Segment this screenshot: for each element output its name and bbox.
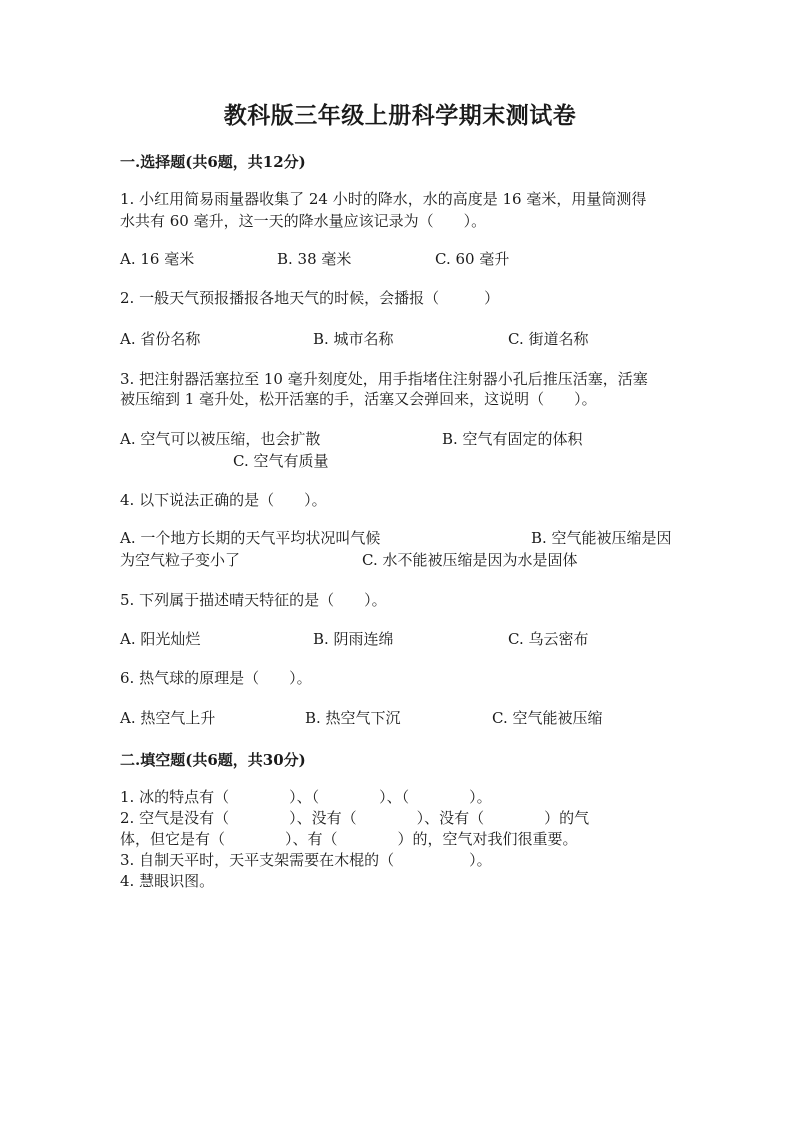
question-1-line-1: 1. 小红用简易雨量器收集了 24 小时的降水，水的高度是 16 毫米，用量筒测得 xyxy=(120,190,647,208)
question-4-option-a: A. 一个地方长期的天气平均状况叫气候 xyxy=(120,529,381,547)
question-1-option-b: B. 38 毫米 xyxy=(277,250,352,268)
question-5-option-a: A. 阳光灿烂 xyxy=(120,630,201,648)
question-2-option-c: C. 街道名称 xyxy=(508,330,589,348)
question-1-option-a: A. 16 毫米 xyxy=(120,250,195,268)
question-3-option-a: A. 空气可以被压缩，也会扩散 xyxy=(120,430,321,448)
fill-blank-line-1: 1. 冰的特点有（ ）、（ ）、（ ）。 xyxy=(120,788,492,806)
question-2-option-a: A. 省份名称 xyxy=(120,330,201,348)
page-title: 教科版三年级上册科学期末测试卷 xyxy=(223,102,577,129)
question-6-line-1: 6. 热气球的原理是（ ）。 xyxy=(120,669,312,687)
question-2-line-1: 2. 一般天气预报播报各地天气的时候，会播报（ ） xyxy=(120,289,500,307)
question-4-option-b: B. 空气能被压缩是因 xyxy=(531,529,672,547)
question-3-line-2: 被压缩到 1 毫升处，松开活塞的手，活塞又会弹回来，这说明（ ）。 xyxy=(120,390,597,408)
fill-blank-line-4: 3. 自制天平时，天平支架需要在木棍的（ ）。 xyxy=(120,851,492,869)
fill-blank-line-3: 体，但它是有（ ）、有（ ）的，空气对我们很重要。 xyxy=(120,830,578,848)
question-5-option-c: C. 乌云密布 xyxy=(508,630,589,648)
section-heading-choice: 一.选择题(共6题，共12分) xyxy=(120,153,306,171)
question-3-option-c: C. 空气有质量 xyxy=(233,452,329,470)
question-6-option-b: B. 热空气下沉 xyxy=(305,709,401,727)
fill-blank-line-2: 2. 空气是没有（ ）、没有（ ）、没有（ ）的气 xyxy=(120,809,590,827)
question-6-option-c: C. 空气能被压缩 xyxy=(492,709,603,727)
question-6-option-a: A. 热空气上升 xyxy=(120,709,216,727)
question-5-line-1: 5. 下列属于描述晴天特征的是（ ）。 xyxy=(120,591,387,609)
question-5-option-b: B. 阴雨连绵 xyxy=(313,630,394,648)
question-3-line-1: 3. 把注射器活塞拉至 10 毫升刻度处，用手指堵住注射器小孔后推压活塞，活塞 xyxy=(120,370,648,388)
question-1-line-2: 水共有 60 毫升，这一天的降水量应该记录为（ ）。 xyxy=(120,212,487,230)
question-4-option-c: C. 水不能被压缩是因为水是固体 xyxy=(362,551,578,569)
question-2-option-b: B. 城市名称 xyxy=(313,330,394,348)
section-heading-fill-blank: 二.填空题(共6题，共30分) xyxy=(120,751,306,769)
question-3-option-b: B. 空气有固定的体积 xyxy=(442,430,583,448)
question-1-option-c: C. 60 毫升 xyxy=(435,250,510,268)
fill-blank-line-5: 4. 慧眼识图。 xyxy=(120,872,215,890)
question-4-line-1: 4. 以下说法正确的是（ ）。 xyxy=(120,491,327,509)
question-4-option-b-continued: 为空气粒子变小了 xyxy=(120,551,241,569)
